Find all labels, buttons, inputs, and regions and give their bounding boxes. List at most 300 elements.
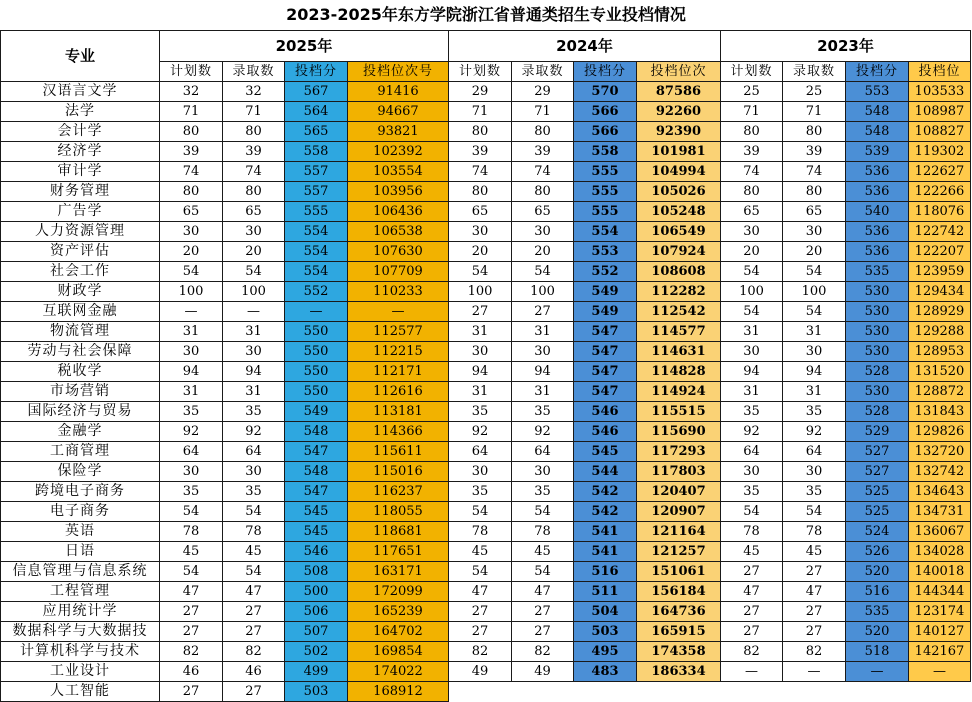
rank-cell-2023: 122207: [909, 242, 971, 262]
score-cell-2024: 511: [574, 582, 637, 602]
score-cell-2023: 527: [846, 442, 909, 462]
score-cell-2023: 520: [846, 622, 909, 642]
score-cell-2024: 541: [574, 522, 637, 542]
plan-cell-2023: 71: [721, 102, 783, 122]
rank-cell-2025: —: [348, 302, 449, 322]
admit-cell-2023: 47: [783, 582, 846, 602]
rank-cell-2023: 140127: [909, 622, 971, 642]
plan-cell-2023: 80: [721, 182, 783, 202]
rank-cell-2025: 117651: [348, 542, 449, 562]
rank-cell-2025: 103554: [348, 162, 449, 182]
plan-cell-2024: 20: [449, 242, 512, 262]
rank-cell-2024: 156184: [637, 582, 721, 602]
rank-cell-2025: 106538: [348, 222, 449, 242]
score-cell-2024: 546: [574, 402, 637, 422]
score-cell-2024: 483: [574, 662, 637, 682]
admit-cell-2024: 30: [512, 342, 574, 362]
score-cell-2025: 548: [285, 422, 348, 442]
major-column-header: 专业: [1, 31, 160, 82]
score-cell-2025: 550: [285, 382, 348, 402]
plan-cell-2025: 27: [160, 622, 223, 642]
admit-cell-2023: 54: [783, 502, 846, 522]
table-row: [1, 82, 971, 102]
rank-header-2024: 投档位次: [637, 62, 721, 82]
table-row: [1, 442, 971, 462]
rank-cell-2025: 165239: [348, 602, 449, 622]
score-cell-2024: 542: [574, 502, 637, 522]
rank-cell-2024: 120407: [637, 482, 721, 502]
score-cell-2025: 565: [285, 122, 348, 142]
rank-cell-2023: 108827: [909, 122, 971, 142]
admit-cell-2025: 31: [223, 382, 285, 402]
table-row: [1, 102, 971, 122]
score-cell-2025: 550: [285, 362, 348, 382]
admit-cell-2025: 35: [223, 402, 285, 422]
major-name-cell: 信息管理与信息系统: [1, 562, 160, 582]
score-cell-2025: 550: [285, 322, 348, 342]
table-row: [1, 362, 971, 382]
table-row: [1, 262, 971, 282]
plan-cell-2024: 39: [449, 142, 512, 162]
score-cell-2024: 570: [574, 82, 637, 102]
rank-header-2025: 投档位次号: [348, 62, 449, 82]
major-name-cell: 广告学: [1, 202, 160, 222]
admit-cell-2023: 71: [783, 102, 846, 122]
plan-cell-2023: 30: [721, 342, 783, 362]
score-header-2025: 投档分: [285, 62, 348, 82]
score-cell-2025: 503: [285, 682, 348, 702]
rank-cell-2023: 129288: [909, 322, 971, 342]
rank-cell-2025: 110233: [348, 282, 449, 302]
admit-cell-2023: —: [783, 662, 846, 682]
empty-cell: [783, 682, 846, 702]
plan-cell-2023: 30: [721, 462, 783, 482]
plan-cell-2024: 82: [449, 642, 512, 662]
admit-cell-2023: 80: [783, 182, 846, 202]
score-cell-2024: 566: [574, 122, 637, 142]
admit-cell-2023: 74: [783, 162, 846, 182]
admit-cell-2023: 35: [783, 482, 846, 502]
plan-cell-2025: 45: [160, 542, 223, 562]
rank-cell-2024: 108608: [637, 262, 721, 282]
plan-cell-2024: 31: [449, 382, 512, 402]
plan-cell-2025: 64: [160, 442, 223, 462]
admit-cell-2024: 65: [512, 202, 574, 222]
score-cell-2024: 495: [574, 642, 637, 662]
rank-cell-2023: 122742: [909, 222, 971, 242]
rank-cell-2024: 114924: [637, 382, 721, 402]
admit-cell-2023: 30: [783, 222, 846, 242]
rank-cell-2024: 115690: [637, 422, 721, 442]
admit-cell-2024: 49: [512, 662, 574, 682]
admit-header-2023: 录取数: [783, 62, 846, 82]
admit-cell-2023: 27: [783, 622, 846, 642]
rank-cell-2023: 128872: [909, 382, 971, 402]
rank-cell-2025: 107709: [348, 262, 449, 282]
plan-cell-2024: 54: [449, 562, 512, 582]
rank-cell-2024: 92260: [637, 102, 721, 122]
admit-cell-2024: 92: [512, 422, 574, 442]
plan-cell-2024: 29: [449, 82, 512, 102]
admit-cell-2023: 30: [783, 342, 846, 362]
score-cell-2025: 549: [285, 402, 348, 422]
admit-cell-2023: 54: [783, 302, 846, 322]
admit-cell-2023: 31: [783, 322, 846, 342]
admit-cell-2024: 80: [512, 122, 574, 142]
admit-cell-2023: 80: [783, 122, 846, 142]
admit-cell-2023: 82: [783, 642, 846, 662]
plan-cell-2023: 92: [721, 422, 783, 442]
plan-cell-2024: 65: [449, 202, 512, 222]
score-cell-2025: 567: [285, 82, 348, 102]
admit-header-2024: 录取数: [512, 62, 574, 82]
score-cell-2023: 530: [846, 342, 909, 362]
score-cell-2023: 553: [846, 82, 909, 102]
major-name-cell: 税收学: [1, 362, 160, 382]
major-name-cell: 人力资源管理: [1, 222, 160, 242]
admit-cell-2023: 20: [783, 242, 846, 262]
score-cell-2025: 499: [285, 662, 348, 682]
table-row: [1, 122, 971, 142]
rank-cell-2024: 164736: [637, 602, 721, 622]
plan-cell-2024: 64: [449, 442, 512, 462]
admit-cell-2025: 78: [223, 522, 285, 542]
major-name-cell: 跨境电子商务: [1, 482, 160, 502]
admit-cell-2024: 54: [512, 562, 574, 582]
table-row: [1, 622, 971, 642]
admit-cell-2025: 27: [223, 622, 285, 642]
plan-cell-2025: 94: [160, 362, 223, 382]
score-cell-2024: 546: [574, 422, 637, 442]
score-cell-2023: 528: [846, 362, 909, 382]
score-cell-2024: 558: [574, 142, 637, 162]
rank-cell-2023: 123174: [909, 602, 971, 622]
admit-cell-2024: 27: [512, 622, 574, 642]
score-cell-2024: 549: [574, 302, 637, 322]
rank-cell-2025: 107630: [348, 242, 449, 262]
rank-cell-2025: 174022: [348, 662, 449, 682]
plan-cell-2024: 80: [449, 182, 512, 202]
admit-cell-2025: 47: [223, 582, 285, 602]
score-header-2024: 投档分: [574, 62, 637, 82]
score-cell-2024: 547: [574, 362, 637, 382]
plan-cell-2025: 35: [160, 482, 223, 502]
plan-cell-2024: 27: [449, 602, 512, 622]
plan-cell-2024: 27: [449, 302, 512, 322]
empty-cell: [721, 682, 783, 702]
score-cell-2025: 507: [285, 622, 348, 642]
score-header-2023: 投档分: [846, 62, 909, 82]
major-name-cell: 国际经济与贸易: [1, 402, 160, 422]
admit-cell-2023: 27: [783, 562, 846, 582]
score-cell-2025: 552: [285, 282, 348, 302]
plan-cell-2023: 54: [721, 502, 783, 522]
rank-cell-2023: 103533: [909, 82, 971, 102]
rank-cell-2025: 115016: [348, 462, 449, 482]
table-row: [1, 402, 971, 422]
admit-cell-2025: 31: [223, 322, 285, 342]
plan-cell-2025: 100: [160, 282, 223, 302]
rank-cell-2024: 121164: [637, 522, 721, 542]
plan-cell-2024: 49: [449, 662, 512, 682]
score-cell-2024: 503: [574, 622, 637, 642]
plan-cell-2023: 27: [721, 622, 783, 642]
admit-cell-2024: 64: [512, 442, 574, 462]
rank-cell-2025: 116237: [348, 482, 449, 502]
rank-cell-2023: 131843: [909, 402, 971, 422]
score-cell-2024: 553: [574, 242, 637, 262]
plan-cell-2024: 80: [449, 122, 512, 142]
rank-cell-2023: 132742: [909, 462, 971, 482]
major-name-cell: 会计学: [1, 122, 160, 142]
rank-cell-2023: —: [909, 662, 971, 682]
admit-cell-2024: 35: [512, 482, 574, 502]
rank-cell-2023: 144344: [909, 582, 971, 602]
admit-cell-2025: 54: [223, 502, 285, 522]
rank-cell-2023: 134643: [909, 482, 971, 502]
plan-cell-2023: 65: [721, 202, 783, 222]
admit-cell-2024: 100: [512, 282, 574, 302]
table-row: [1, 322, 971, 342]
plan-cell-2024: 30: [449, 222, 512, 242]
plan-cell-2023: —: [721, 662, 783, 682]
major-name-cell: 工商管理: [1, 442, 160, 462]
table-row: [1, 522, 971, 542]
plan-cell-2025: 30: [160, 342, 223, 362]
rank-cell-2025: 103956: [348, 182, 449, 202]
plan-cell-2025: 54: [160, 502, 223, 522]
plan-cell-2024: 47: [449, 582, 512, 602]
score-cell-2025: 564: [285, 102, 348, 122]
rank-cell-2025: 169854: [348, 642, 449, 662]
admit-cell-2024: 80: [512, 182, 574, 202]
rank-cell-2023: 140018: [909, 562, 971, 582]
score-cell-2024: 555: [574, 162, 637, 182]
plan-cell-2025: 31: [160, 322, 223, 342]
major-name-cell: 财务管理: [1, 182, 160, 202]
score-cell-2024: 545: [574, 442, 637, 462]
plan-cell-2024: 92: [449, 422, 512, 442]
empty-cell: [909, 682, 971, 702]
major-name-cell: 物流管理: [1, 322, 160, 342]
score-cell-2025: 545: [285, 522, 348, 542]
table-row: [1, 582, 971, 602]
plan-header-2023: 计划数: [721, 62, 783, 82]
score-cell-2023: 524: [846, 522, 909, 542]
rank-cell-2024: 186334: [637, 662, 721, 682]
admit-cell-2025: 46: [223, 662, 285, 682]
admit-cell-2025: 20: [223, 242, 285, 262]
plan-cell-2023: 45: [721, 542, 783, 562]
admit-cell-2024: 20: [512, 242, 574, 262]
score-cell-2025: 557: [285, 162, 348, 182]
major-name-cell: 电子商务: [1, 502, 160, 522]
admit-cell-2023: 100: [783, 282, 846, 302]
score-cell-2023: 528: [846, 402, 909, 422]
plan-cell-2023: 25: [721, 82, 783, 102]
rank-cell-2024: 105026: [637, 182, 721, 202]
score-cell-2023: 540: [846, 202, 909, 222]
plan-cell-2023: 74: [721, 162, 783, 182]
score-cell-2025: 502: [285, 642, 348, 662]
rank-cell-2025: 106436: [348, 202, 449, 222]
rank-cell-2024: 117803: [637, 462, 721, 482]
rank-cell-2024: 114828: [637, 362, 721, 382]
major-name-cell: 资产评估: [1, 242, 160, 262]
admit-cell-2025: 39: [223, 142, 285, 162]
empty-cell: [574, 682, 637, 702]
score-cell-2025: 557: [285, 182, 348, 202]
score-cell-2023: 548: [846, 102, 909, 122]
score-cell-2023: 535: [846, 602, 909, 622]
rank-cell-2023: 119302: [909, 142, 971, 162]
rank-cell-2025: 112616: [348, 382, 449, 402]
admit-cell-2023: 30: [783, 462, 846, 482]
rank-cell-2024: 92390: [637, 122, 721, 142]
major-name-cell: 数据科学与大数据技: [1, 622, 160, 642]
rank-cell-2024: 106549: [637, 222, 721, 242]
score-cell-2025: 508: [285, 562, 348, 582]
score-cell-2023: 535: [846, 262, 909, 282]
score-cell-2023: 518: [846, 642, 909, 662]
table-row: [1, 282, 971, 302]
major-name-cell: 汉语言文学: [1, 82, 160, 102]
plan-cell-2025: 32: [160, 82, 223, 102]
admit-cell-2023: 35: [783, 402, 846, 422]
page-title: 2023-2025年东方学院浙江省普通类招生专业投档情况: [286, 5, 686, 24]
score-cell-2023: 530: [846, 282, 909, 302]
score-cell-2024: 542: [574, 482, 637, 502]
plan-cell-2023: 27: [721, 602, 783, 622]
score-cell-2024: 554: [574, 222, 637, 242]
rank-cell-2024: 120907: [637, 502, 721, 522]
plan-cell-2024: 30: [449, 462, 512, 482]
admit-cell-2024: 71: [512, 102, 574, 122]
major-name-cell: 人工智能: [1, 682, 160, 702]
admit-cell-2025: 71: [223, 102, 285, 122]
score-cell-2025: 500: [285, 582, 348, 602]
score-cell-2024: 504: [574, 602, 637, 622]
plan-cell-2025: 20: [160, 242, 223, 262]
plan-cell-2025: 39: [160, 142, 223, 162]
rank-cell-2025: 164702: [348, 622, 449, 642]
admission-table: [0, 30, 971, 702]
rank-cell-2023: 134028: [909, 542, 971, 562]
admit-cell-2025: 27: [223, 682, 285, 702]
score-cell-2024: 552: [574, 262, 637, 282]
rank-cell-2024: 114631: [637, 342, 721, 362]
admit-cell-2024: 78: [512, 522, 574, 542]
admit-cell-2023: 31: [783, 382, 846, 402]
admit-cell-2023: 78: [783, 522, 846, 542]
plan-cell-2023: 100: [721, 282, 783, 302]
empty-cell: [449, 682, 512, 702]
plan-cell-2024: 27: [449, 622, 512, 642]
rank-cell-2023: 134731: [909, 502, 971, 522]
admit-cell-2024: 45: [512, 542, 574, 562]
score-cell-2023: 536: [846, 222, 909, 242]
plan-cell-2025: 80: [160, 182, 223, 202]
plan-cell-2025: 92: [160, 422, 223, 442]
plan-cell-2024: 100: [449, 282, 512, 302]
major-name-cell: 英语: [1, 522, 160, 542]
major-name-cell: 经济学: [1, 142, 160, 162]
rank-cell-2025: 112171: [348, 362, 449, 382]
major-name-cell: 应用统计学: [1, 602, 160, 622]
plan-header-2025: 计划数: [160, 62, 223, 82]
score-cell-2025: —: [285, 302, 348, 322]
score-cell-2024: 547: [574, 382, 637, 402]
admit-cell-2024: 54: [512, 502, 574, 522]
table-row: [1, 682, 971, 702]
score-cell-2024: 541: [574, 542, 637, 562]
rank-cell-2024: 121257: [637, 542, 721, 562]
plan-cell-2025: —: [160, 302, 223, 322]
rank-cell-2024: 174358: [637, 642, 721, 662]
plan-cell-2023: 39: [721, 142, 783, 162]
admit-cell-2025: 54: [223, 262, 285, 282]
plan-cell-2023: 94: [721, 362, 783, 382]
admit-cell-2025: 74: [223, 162, 285, 182]
admit-cell-2023: 45: [783, 542, 846, 562]
plan-cell-2024: 78: [449, 522, 512, 542]
plan-cell-2025: 47: [160, 582, 223, 602]
plan-cell-2025: 78: [160, 522, 223, 542]
admit-cell-2025: 27: [223, 602, 285, 622]
admit-cell-2024: 31: [512, 322, 574, 342]
admit-cell-2023: 94: [783, 362, 846, 382]
admit-cell-2024: 31: [512, 382, 574, 402]
plan-cell-2023: 35: [721, 402, 783, 422]
score-cell-2023: 530: [846, 322, 909, 342]
plan-cell-2024: 94: [449, 362, 512, 382]
admit-cell-2025: 82: [223, 642, 285, 662]
admit-cell-2024: 30: [512, 462, 574, 482]
rank-cell-2023: 123959: [909, 262, 971, 282]
plan-cell-2024: 54: [449, 502, 512, 522]
plan-cell-2025: 82: [160, 642, 223, 662]
table-row: [1, 302, 971, 322]
table-row: [1, 482, 971, 502]
plan-cell-2023: 78: [721, 522, 783, 542]
major-name-cell: 工程管理: [1, 582, 160, 602]
plan-cell-2023: 64: [721, 442, 783, 462]
admit-cell-2024: 94: [512, 362, 574, 382]
admit-cell-2024: 47: [512, 582, 574, 602]
plan-header-2024: 计划数: [449, 62, 512, 82]
rank-cell-2025: 163171: [348, 562, 449, 582]
score-cell-2024: 555: [574, 182, 637, 202]
rank-cell-2024: 117293: [637, 442, 721, 462]
rank-cell-2024: 115515: [637, 402, 721, 422]
score-cell-2025: 550: [285, 342, 348, 362]
admit-cell-2023: 54: [783, 262, 846, 282]
rank-cell-2023: 136067: [909, 522, 971, 542]
admit-header-2025: 录取数: [223, 62, 285, 82]
plan-cell-2025: 54: [160, 262, 223, 282]
rank-cell-2023: 132720: [909, 442, 971, 462]
score-cell-2025: 548: [285, 462, 348, 482]
empty-cell: [637, 682, 721, 702]
admit-cell-2024: 82: [512, 642, 574, 662]
score-cell-2024: 566: [574, 102, 637, 122]
admit-cell-2025: 54: [223, 562, 285, 582]
rank-cell-2024: 165915: [637, 622, 721, 642]
year-header-row: [1, 31, 971, 62]
rank-cell-2025: 94667: [348, 102, 449, 122]
rank-header-2023: 投档位: [909, 62, 971, 82]
rank-cell-2025: 168912: [348, 682, 449, 702]
